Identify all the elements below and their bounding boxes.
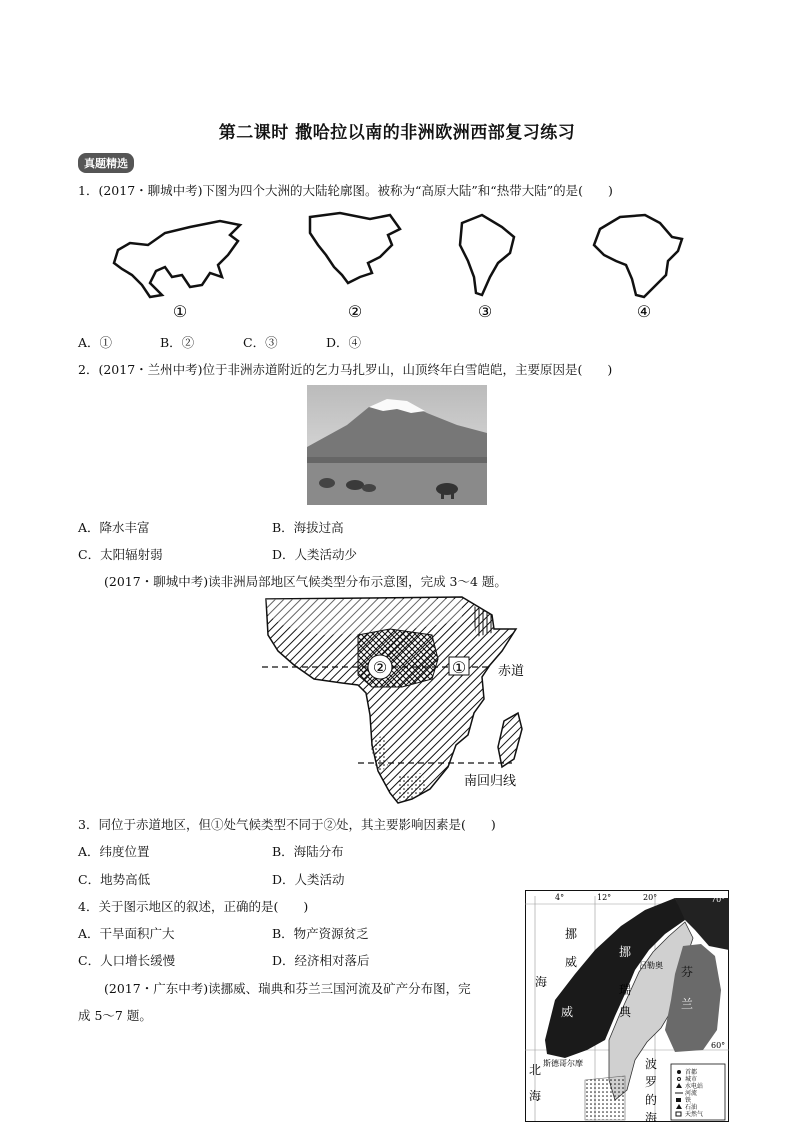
q2-option-c: C．太阳辐射弱 <box>78 547 163 562</box>
lon-tick-4: 4° <box>555 893 565 902</box>
map-label-1: ① <box>451 658 467 677</box>
q1-option-a: A．① <box>78 335 113 350</box>
q2-option-d: D．人类活动少 <box>272 547 358 562</box>
sweden-label-1: 瑞 <box>619 983 632 997</box>
question-2-text: 2．(2017・兰州中考)位于非洲赤道附近的乞力马扎罗山，山顶终年白雪皑皑，主要原因是( ) <box>78 362 613 377</box>
q4-option-b: B．物产资源贫乏 <box>272 926 369 941</box>
continent-outlines <box>110 205 690 320</box>
q3-option-b: B．海陆分布 <box>272 844 344 859</box>
q3-option-c: C．地势高低 <box>78 872 151 887</box>
equator-label: 赤道 <box>498 664 525 679</box>
baltic-label-1: 波 <box>645 1057 658 1071</box>
baltic-label-3: 的 <box>645 1093 658 1107</box>
page-title: 第二课时 撒哈拉以南的非洲欧洲西部复习练习 <box>218 123 576 143</box>
continent-label-3: ③ <box>477 302 493 320</box>
legend-river: 河流 <box>685 1090 698 1097</box>
q4-option-d: D．经济相对落后 <box>272 953 370 968</box>
norway-label-1: 挪 <box>565 927 578 941</box>
kilimanjaro-photo <box>307 385 487 505</box>
continent-label-1: ① <box>172 302 188 320</box>
lon-tick-20: 20° <box>643 893 658 902</box>
q2-option-a: A．降水丰富 <box>78 520 150 535</box>
q2-option-b: B．海拔过高 <box>272 520 344 535</box>
baltic-label-4: 海 <box>645 1111 658 1122</box>
north-america-outline <box>310 213 400 283</box>
legend-oil: 石油 <box>685 1104 698 1111</box>
question-3-text: 3．同位于赤道地区，但①处气候类型不同于②处，其主要影响因素是( ) <box>78 817 496 832</box>
q4-option-c: C．人口增长缓慢 <box>78 953 176 968</box>
finland-label-1: 芬 <box>681 965 694 979</box>
africa-outline <box>594 215 682 297</box>
city-lulea: 吕勒奥 <box>639 961 663 970</box>
lat-tick-60: 60° <box>711 1041 726 1050</box>
lon-tick-12: 12° <box>597 893 612 902</box>
tropic-label: 南回归线 <box>464 774 517 789</box>
norway-label-3: 挪 <box>619 945 632 959</box>
section-badge: 真题精选 <box>78 153 134 173</box>
legend-city: 城市 <box>685 1076 698 1083</box>
intro-q5-7-line2: 成 5～7 题。 <box>78 1008 152 1023</box>
legend-iron: 铁 <box>685 1097 692 1104</box>
sea-label-north: 北 <box>529 1063 542 1077</box>
q3-option-d: D．人类活动 <box>272 872 345 887</box>
nordic-resources-map <box>525 890 729 1122</box>
question-4-text: 4．关于图示地区的叙述，正确的是( ) <box>78 899 309 914</box>
continent-label-2: ② <box>347 302 363 320</box>
lat-tick-70: 70° <box>711 895 726 904</box>
legend-hydro: 水电站 <box>685 1083 704 1090</box>
q3-option-a: A．纬度位置 <box>78 844 150 859</box>
south-america-outline <box>460 215 514 295</box>
q1-option-c: C．③ <box>243 335 278 350</box>
intro-q3-4: (2017・聊城中考)读非洲局部地区气候类型分布示意图，完成 3～4 题。 <box>104 574 507 589</box>
sea-label-1: 海 <box>535 975 548 989</box>
map-label-2: ② <box>372 658 388 677</box>
africa-climate-map <box>262 595 532 805</box>
norway-label-4: 威 <box>561 1005 574 1019</box>
sea-label-north-2: 海 <box>529 1089 542 1103</box>
q1-option-b: B．② <box>160 335 195 350</box>
capital-stockholm: 斯德哥尔摩 <box>543 1059 583 1068</box>
q4-option-a: A．干旱面积广大 <box>78 926 175 941</box>
continent-label-4: ④ <box>636 302 652 320</box>
question-1-text: 1．(2017・聊城中考)下图为四个大洲的大陆轮廓图。被称为“高原大陆”和“热带大陆”的是( ) <box>78 183 613 198</box>
legend-gas: 天然气 <box>685 1111 704 1118</box>
eurasia-outline <box>114 221 240 297</box>
intro-q5-7-line1: (2017・广东中考)读挪威、瑞典和芬兰三国河流及矿产分布图，完 <box>104 981 471 996</box>
sweden-label-2: 典 <box>619 1005 632 1019</box>
q1-option-d: D．④ <box>326 335 362 350</box>
norway-label-2: 威 <box>565 955 578 969</box>
baltic-label-2: 罗 <box>645 1075 658 1089</box>
finland-label-2: 兰 <box>681 997 694 1011</box>
legend-capital: 首都 <box>685 1069 698 1076</box>
